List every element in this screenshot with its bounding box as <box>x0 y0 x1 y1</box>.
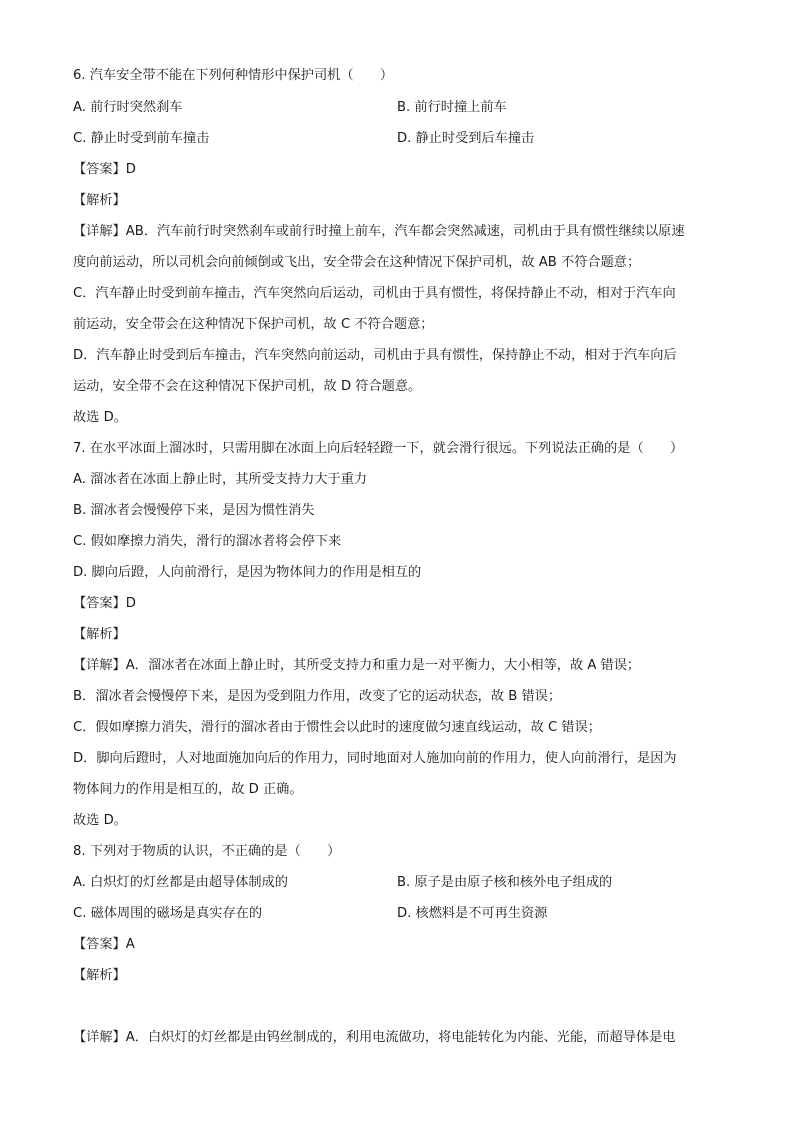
q8-option-c: C. 磁体周围的磁场是真实存在的 <box>73 906 263 921</box>
q6-option-b: B. 前行时撞上前车 <box>397 100 507 115</box>
q7-stem: 7. 在水平冰面上溜冰时，只需用脚在冰面上向后轻轻蹬一下，就会滑行很远。下列说法正确的是（ ） <box>73 441 684 456</box>
q6-detail-line: C．汽车静止时受到前车撞击，汽车突然向后运动，司机由于具有惯性，将保持静止不动，相对于汽车向 <box>73 286 676 301</box>
q8-option-d: D. 核燃料是不可再生资源 <box>397 906 548 921</box>
q7-conclusion: 故选 D。 <box>73 813 127 828</box>
q8-stem: 8. 下列对于物质的认识，不正确的是（ ） <box>73 844 341 859</box>
q6-analysis-label: 【解析】 <box>73 193 126 208</box>
q6-option-d: D. 静止时受到后车撞击 <box>397 131 535 146</box>
q6-detail-line: 运动，安全带不会在这种情况下保护司机，故 D 符合题意。 <box>73 379 422 394</box>
q6-detail-line: 【详解】AB．汽车前行时突然刹车或前行时撞上前车，汽车都会突然减速，司机由于具有惯性继续以原速 <box>73 224 685 239</box>
q7-detail-line: C．假如摩擦力消失，滑行的溜冰者由于惯性会以此时的速度做匀速直线运动，故 C 错误； <box>73 720 601 735</box>
q7-option-b: B. 溜冰者会慢慢停下来，是因为惯性消失 <box>73 503 315 518</box>
q6-option-c: C. 静止时受到前车撞击 <box>73 131 210 146</box>
q8-option-a: A. 白炽灯的灯丝都是由超导体制成的 <box>73 875 288 890</box>
q7-answer: 【答案】D <box>73 596 136 611</box>
q6-detail-line: D．汽车静止时受到后车撞击，汽车突然向前运动，司机由于具有惯性，保持静止不动，相对于汽车向后 <box>73 348 677 363</box>
q6-stem: 6. 汽车安全带不能在下列何种情形中保护司机（ ） <box>73 68 394 83</box>
q6-detail-line: 前运动，安全带会在这种情况下保护司机，故 C 不符合题意； <box>73 317 434 332</box>
q8-detail-line: 【详解】A．白炽灯的灯丝都是由钨丝制成的，利用电流做功，将电能转化为内能、光能，而超导体是电 <box>73 1030 676 1045</box>
q7-detail-line: 【详解】A．溜冰者在冰面上静止时，其所受支持力和重力是一对平衡力，大小相等，故 A 错误； <box>73 658 641 673</box>
q8-answer: 【答案】A <box>73 937 135 952</box>
q7-analysis-label: 【解析】 <box>73 627 126 642</box>
q8-analysis-label: 【解析】 <box>73 968 126 983</box>
q7-detail-line: B．溜冰者会慢慢停下来，是因为受到阻力作用，改变了它的运动状态，故 B 错误； <box>73 689 562 704</box>
q7-option-c: C. 假如摩擦力消失，滑行的溜冰者将会停下来 <box>73 534 342 549</box>
q6-option-a: A. 前行时突然刹车 <box>73 100 183 115</box>
q6-answer: 【答案】D <box>73 162 136 177</box>
q7-detail-line: 物体间力的作用是相互的，故 D 正确。 <box>73 782 303 797</box>
q6-conclusion: 故选 D。 <box>73 410 127 425</box>
q7-detail-line: D．脚向后蹬时，人对地面施加向后的作用力，同时地面对人施加向前的作用力，使人向前滑行，是因为 <box>73 751 677 766</box>
q7-option-a: A. 溜冰者在冰面上静止时，其所受支持力大于重力 <box>73 472 368 487</box>
q6-detail-line: 度向前运动，所以司机会向前倾倒或飞出，安全带会在这种情况下保护司机，故 AB 不符合题意； <box>73 255 641 270</box>
q8-option-b: B. 原子是由原子核和核外电子组成的 <box>397 875 613 890</box>
q7-option-d: D. 脚向后蹬，人向前滑行，是因为物体间力的作用是相互的 <box>73 565 422 580</box>
